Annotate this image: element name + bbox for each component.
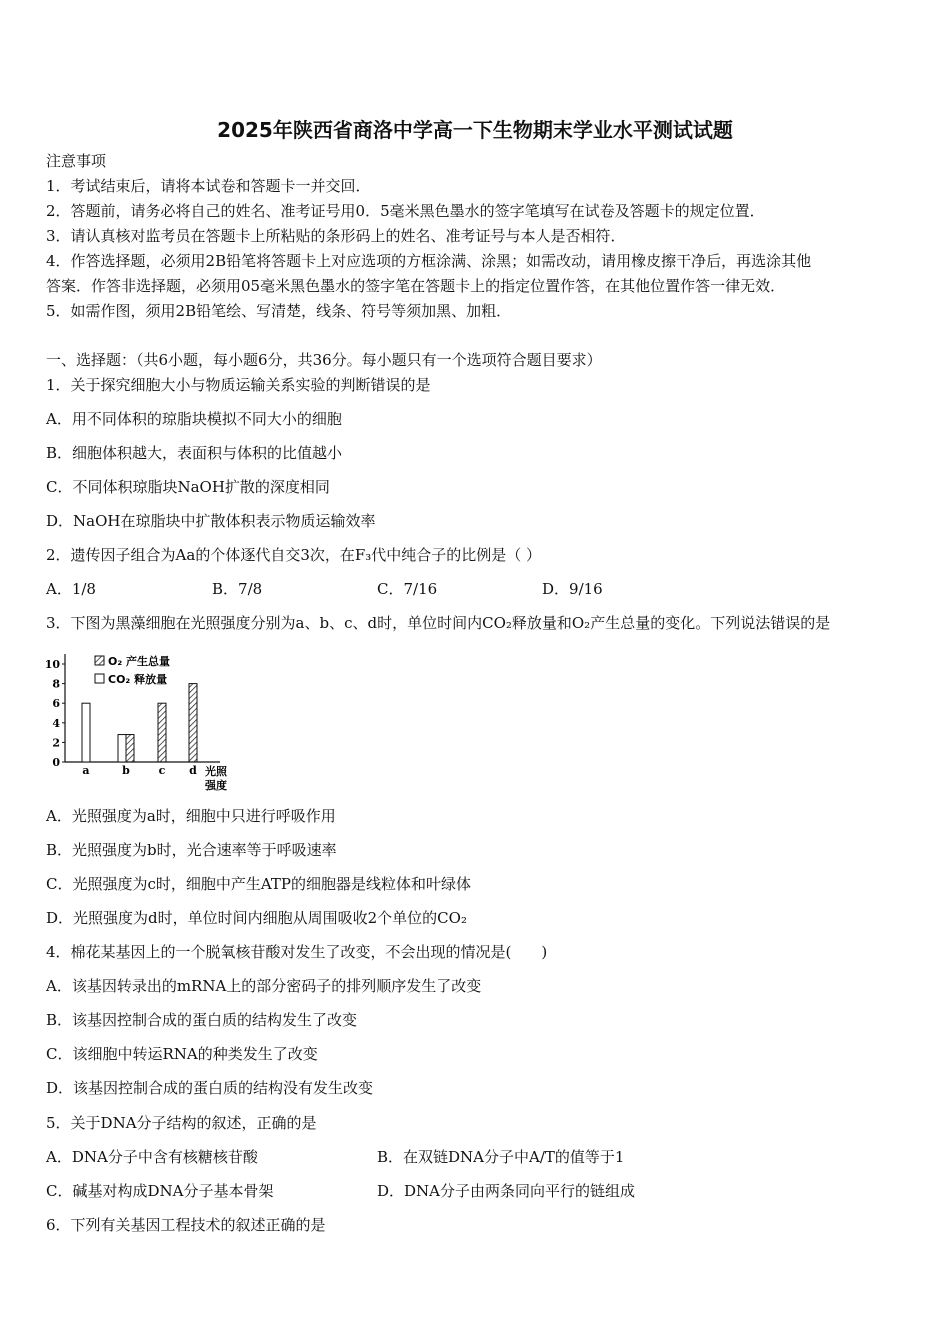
x-tick-label: a: [82, 764, 90, 777]
bar-chart: [45, 650, 230, 800]
legend-label-co2: CO₂ 释放量: [108, 673, 168, 686]
bar-o2: [126, 735, 134, 762]
option: C．该细胞中转运RNA的种类发生了改变: [46, 1045, 318, 1063]
option: D．DNA分子由两条同向平行的链组成: [377, 1182, 636, 1200]
notice-item: 1．考试结束后，请将本试卷和答题卡一并交回．: [46, 177, 371, 195]
legend-swatch-o2: [95, 656, 104, 665]
x-axis-label: 光照: [205, 765, 227, 778]
question-stem: 1．关于探究细胞大小与物质运输关系实验的判断错误的是: [46, 376, 431, 394]
question-stem: 4．棉花某基因上的一个脱氧核苷酸对发生了改变，不会出现的情况是( ): [46, 943, 548, 961]
option: D．NaOH在琼脂块中扩散体积表示物质运输效率: [46, 512, 376, 530]
notice-item: 4．作答选择题，必须用2B铅笔将答题卡上对应选项的方框涂满、涂黑；如需改动，请用橡皮擦干净后，再选涂其他: [46, 252, 812, 270]
option: A．1/8: [46, 580, 96, 598]
y-tick-label: 2: [52, 736, 60, 750]
option: D．该基因控制合成的蛋白质的结构没有发生改变: [46, 1079, 374, 1097]
notice-item: 3．请认真核对监考员在答题卡上所粘贴的条形码上的姓名、准考证号与本人是否相符．: [46, 227, 626, 245]
legend-swatch-co2: [95, 674, 104, 683]
option: B．在双链DNA分子中A/T的值等于1: [377, 1148, 625, 1166]
notice-item: 答案．作答非选择题，必须用05毫米黑色墨水的签字笔在答题卡上的指定位置作答，在其他位置作答一律无效．: [46, 277, 786, 295]
x-tick-label: c: [158, 764, 166, 777]
option: A．光照强度为a时，细胞中只进行呼吸作用: [46, 807, 336, 825]
option: D．光照强度为d时，单位时间内细胞从周围吸收2个单位的CO₂: [46, 909, 467, 927]
x-tick-label: b: [122, 764, 130, 777]
y-tick-label: 8: [52, 677, 60, 691]
option: A．用不同体积的琼脂块模拟不同大小的细胞: [46, 410, 342, 428]
page-title: 2025年陕西省商洛中学高一下生物期末学业水平测试试题: [217, 118, 733, 142]
option: B．光照强度为b时，光合速率等于呼吸速率: [46, 841, 337, 859]
bar-co2: [82, 703, 90, 762]
option: C．碱基对构成DNA分子基本骨架: [46, 1182, 274, 1200]
notice-item: 5．如需作图，须用2B铅笔绘、写清楚，线条、符号等须加黑、加粗．: [46, 302, 512, 320]
y-tick-label: 10: [45, 658, 60, 671]
bar-o2: [158, 703, 166, 762]
question-stem: 6．下列有关基因工程技术的叙述正确的是: [46, 1216, 326, 1234]
question-stem: 3．下图为黑藻细胞在光照强度分别为a、b、c、d时，单位时间内CO₂释放量和O₂产生总量的变化。下列说法错误的是: [46, 614, 831, 632]
legend-label-o2: O₂ 产生总量: [108, 655, 170, 668]
bar-o2: [189, 684, 197, 762]
y-tick-label: 0: [52, 756, 60, 769]
x-tick-label: d: [189, 764, 197, 777]
question-stem: 5．关于DNA分子结构的叙述，正确的是: [46, 1114, 317, 1132]
bar-co2: [118, 735, 126, 762]
y-tick-label: 4: [52, 716, 60, 730]
option: C．光照强度为c时，细胞中产生ATP的细胞器是线粒体和叶绿体: [46, 875, 471, 893]
option: A．DNA分子中含有核糖核苷酸: [46, 1148, 258, 1166]
notice-heading: 注意事项: [46, 152, 107, 170]
option: A．该基因转录出的mRNA上的部分密码子的排列顺序发生了改变: [46, 977, 482, 995]
option: C．不同体积琼脂块NaOH扩散的深度相同: [46, 478, 330, 496]
question-stem: 2．遗传因子组合为Aa的个体逐代自交3次，在F₃代中纯合子的比例是（ ）: [46, 546, 542, 564]
option: B．细胞体积越大，表面积与体积的比值越小: [46, 444, 343, 462]
x-axis-label: 强度: [205, 779, 227, 792]
notice-item: 2．答题前，请务必将自己的姓名、准考证号用0．5毫米黑色墨水的签字笔填写在试卷及答题卡的规定位置．: [46, 202, 765, 220]
section-heading: 一、选择题：（共6小题，每小题6分，共36分。每小题只有一个选项符合题目要求）: [46, 351, 602, 369]
option: D．9/16: [542, 580, 603, 598]
y-tick-label: 6: [52, 697, 60, 711]
option: B．7/8: [212, 580, 263, 598]
option: B．该基因控制合成的蛋白质的结构发生了改变: [46, 1011, 358, 1029]
option: C．7/16: [377, 580, 438, 598]
